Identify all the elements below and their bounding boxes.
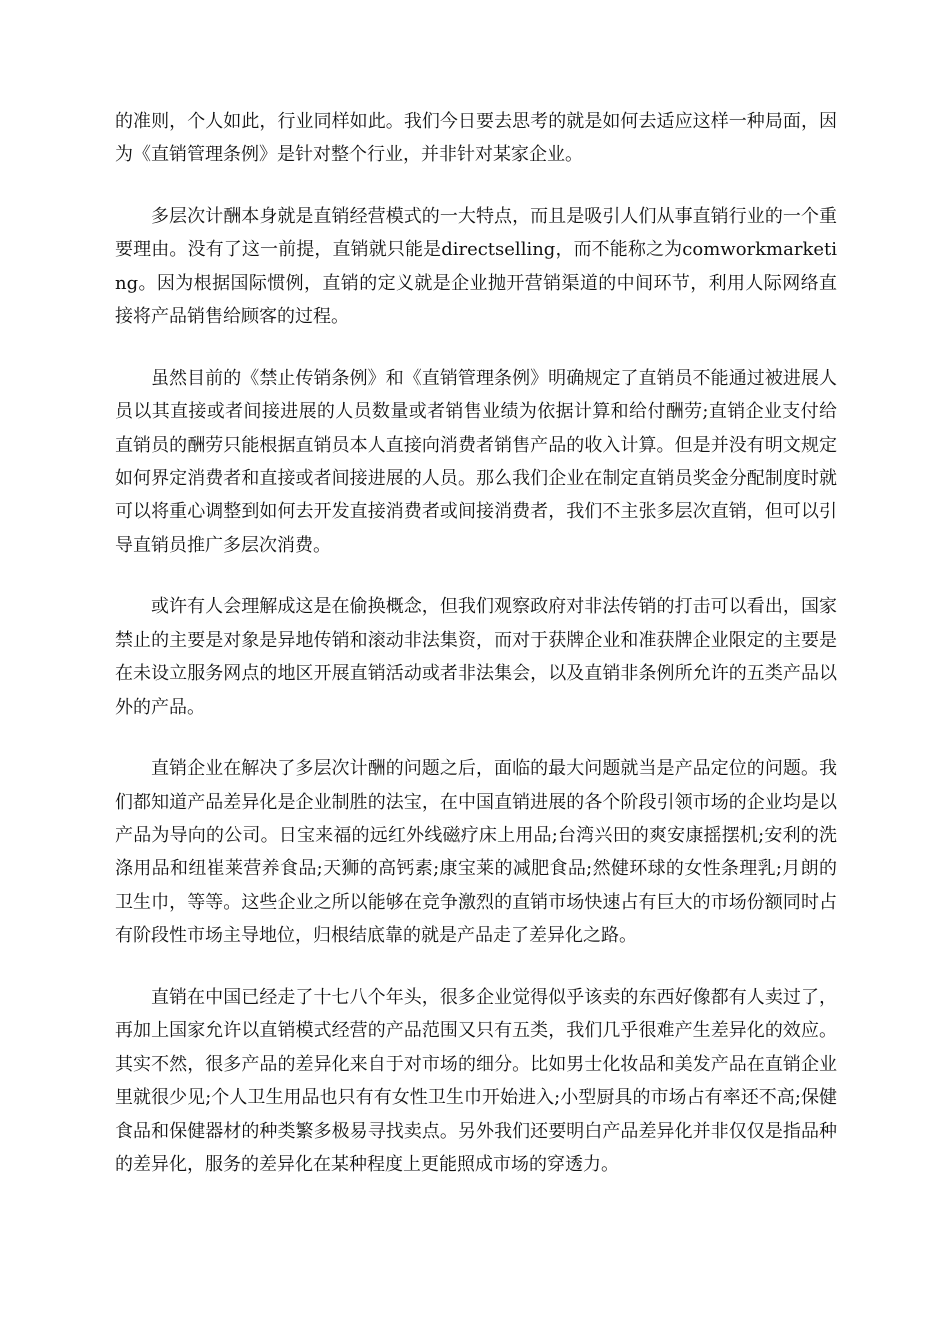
paragraph-4: 或许有人会理解成这是在偷换概念，但我们观察政府对非法传销的打击可以看出，国家禁止的主要是对象是异地传销和滚动非法集资，而对于获牌企业和准获牌企业限定的主要是在未设立服务网点的地区开展直销活动或者非法集会，以及直销非条例所允许的五类产品以外的产品。	[115, 596, 837, 718]
paragraph-5: 直销企业在解决了多层次计酬的问题之后，面临的最大问题就当是产品定位的问题。我们都知道产品差异化是企业制胜的法宝，在中国直销进展的各个阶段引领市场的企业均是以产品为导向的公司。日宝来福的远红外线磁疗床上用品;台湾兴田的爽安康摇摆机;安利的洗涤用品和纽崔莱营养食品;天狮的高钙素;康宝莱的减肥食品;然健环球的女性条理乳;月朗的卫生巾，等等。这些企业之所以能够在竞争激烈的直销市场快速占有巨大的市场份额同时占有阶段性市场主导地位，归根结底靠的就是产品走了差异化之路。	[115, 758, 837, 947]
paragraph-3: 虽然目前的《禁止传销条例》和《直销管理条例》明确规定了直销员不能通过被进展人员以其直接或者间接进展的人员数量或者销售业绩为依据计算和给付酬劳;直销企业支付给直销员的酬劳只能根据直销员本人直接向消费者销售产品的收入计算。但是并没有明文规定如何界定消费者和直接或者间接进展的人员。那么我们企业在制定直销员奖金分配制度时就可以将重心调整到如何去开发直接消费者或间接消费者，我们不主张多层次直销，但可以引导直销员推广多层次消费。	[115, 367, 837, 556]
paragraph-6: 直销在中国已经走了十七八个年头，很多企业觉得似乎该卖的东西好像都有人卖过了，再加上国家允许以直销模式经营的产品范围又只有五类，我们几乎很难产生差异化的效应。其实不然，很多产品的差异化来自于对市场的细分。比如男士化妆品和美发产品在直销企业里就很少见;个人卫生用品也只有有女性卫生巾开始进入;小型厨具的市场占有率还不高;保健食品和保健器材的种类繁多极易寻找卖点。另外我们还要明白产品差异化并非仅仅是指品种的差异化，服务的差异化在某种程度上更能照成市场的穿透力。	[115, 986, 837, 1175]
paragraph-1: 的准则，个人如此，行业同样如此。我们今日要去思考的就是如何去适应这样一种局面，因为《直销管理条例》是针对整个行业，并非针对某家企业。	[115, 111, 837, 166]
paragraph-2: 多层次计酬本身就是直销经营模式的一大特点，而且是吸引人们从事直销行业的一个重要理由。没有了这一前提，直销就只能是directselling，而不能称之为comworkmarketing。因为根据国际惯例，直销的定义就是企业抛开营销渠道的中间环节，利用人际网络直接将产品销售给顾客的过程。	[115, 206, 837, 328]
document-body	[115, 105, 837, 1210]
